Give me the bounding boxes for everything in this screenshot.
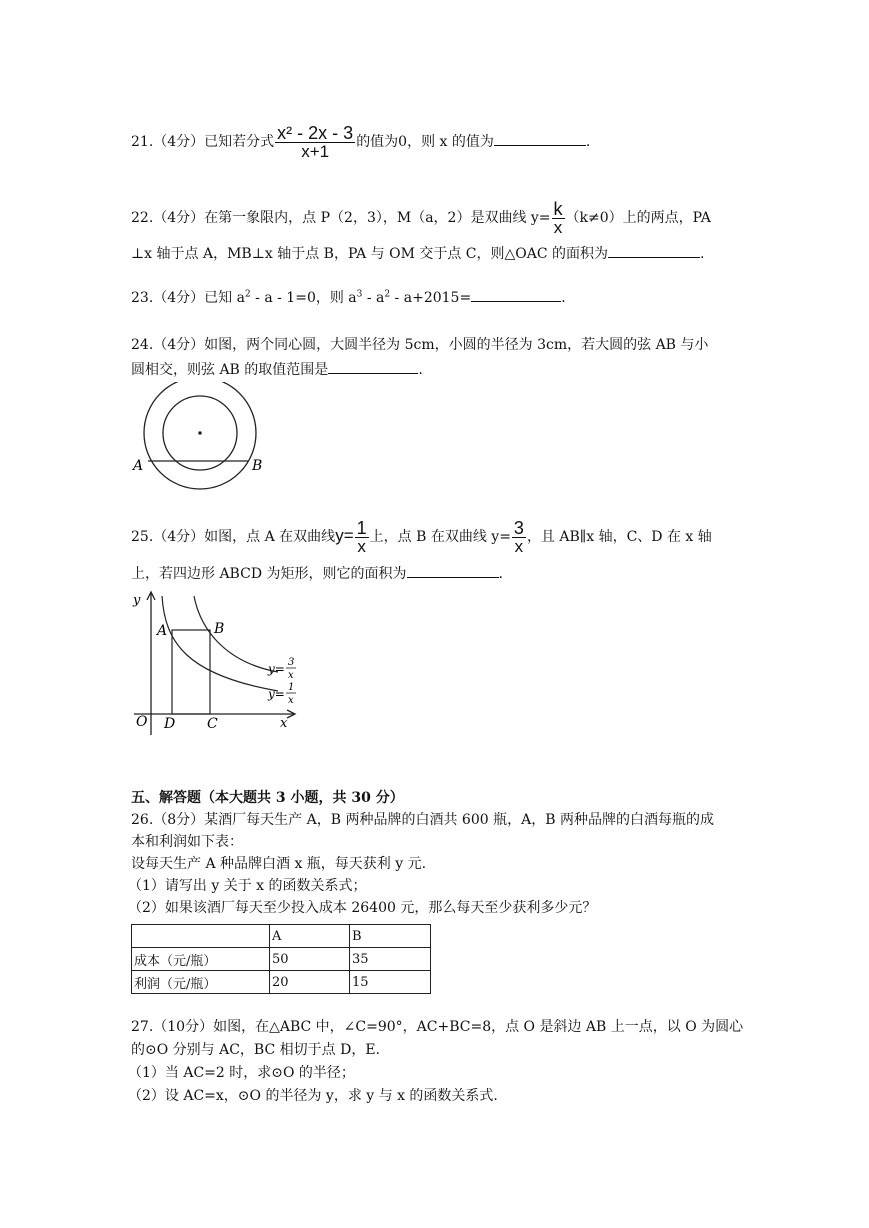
table-header-cell: A bbox=[270, 925, 350, 948]
question-27-line2: 的⊙O 分别与 AC，BC 相切于点 D，E. bbox=[131, 1042, 380, 1058]
question-22-line2 bbox=[131, 243, 704, 264]
q25-stem-end: ，且 AB∥x 轴，C、D 在 x 轴 bbox=[526, 529, 712, 545]
q23-part3: - a bbox=[362, 290, 385, 306]
question-24 bbox=[131, 335, 708, 355]
section-5-heading: 五、解答题（本大题共 3 小题，共 30 分） bbox=[131, 790, 404, 806]
curve-label-3-den: x bbox=[288, 670, 294, 681]
curve-label-1-num: 1 bbox=[288, 682, 295, 693]
q24-line1: 24.（4分）如图，两个同心圆，大圆半径为 5cm，小圆的半径为 3cm，若大圆的弦 AB 与小 bbox=[131, 337, 709, 353]
q25-num1: 1 bbox=[356, 517, 367, 538]
question-27-line1: 27.（10分）如图，在△ABC 中，∠C=90°，AC+BC=8，点 O 是斜边 AB 上一点，以 O 为圆心 bbox=[131, 1019, 744, 1035]
q24-line2: 圆相交，则弦 AB 的取值范围是 bbox=[131, 362, 329, 378]
question-26-part1: （1）请写出 y 关于 x 的函数关系式； bbox=[128, 878, 367, 894]
q25-y1: y= bbox=[335, 526, 354, 545]
q21-denominator: x+1 bbox=[301, 141, 330, 161]
q25-stem: 25.（4分）如图，点 A 在双曲线 bbox=[131, 529, 336, 545]
q25-fraction-2 bbox=[512, 517, 526, 556]
q23-sup2: 3 bbox=[356, 289, 363, 300]
axis-label-y: y bbox=[133, 593, 141, 608]
curve-label-3-num: 3 bbox=[288, 657, 295, 668]
q25-answer-blank[interactable] bbox=[407, 563, 499, 578]
table-cell: 50 bbox=[270, 948, 350, 971]
q22-stem-end: （k≠0）上的两点，PA bbox=[565, 210, 711, 226]
q22-line2-text: ⊥x 轴于点 A，MB⊥x 轴于点 B，PA 与 OM 交于点 C，则△OAC 的面积为 bbox=[131, 246, 609, 262]
center-point bbox=[199, 432, 202, 435]
table-cell: 成本（元/瓶） bbox=[132, 948, 270, 971]
q23-period: . bbox=[561, 290, 566, 306]
point-label-a: A bbox=[157, 623, 168, 639]
question-23 bbox=[131, 287, 566, 308]
rectangle-abcd bbox=[172, 630, 210, 714]
q22-stem: 22.（4分）在第一象限内，点 P（2，3），M（a，2）是双曲线 y= bbox=[131, 210, 551, 226]
question-26-line3: 设每天生产 A 种品牌白酒 x 瓶，每天获利 y 元. bbox=[131, 856, 427, 872]
q22-period: . bbox=[700, 246, 705, 262]
question-25-line2 bbox=[131, 563, 503, 584]
axis-label-x: x bbox=[280, 716, 288, 731]
table-row bbox=[132, 948, 431, 971]
q25-line2-text: 上，若四边形 ABCD 为矩形，则它的面积为 bbox=[131, 566, 407, 582]
q23-answer-blank[interactable] bbox=[471, 287, 561, 302]
q25-period: . bbox=[498, 566, 503, 582]
point-label-d: D bbox=[164, 716, 176, 732]
point-label-c: C bbox=[207, 716, 218, 732]
table-cell: 20 bbox=[270, 971, 350, 994]
table-cell: 15 bbox=[350, 971, 431, 994]
q22-denominator: x bbox=[553, 217, 563, 237]
curve-label-1-prefix: y= bbox=[268, 687, 285, 701]
q23-part4: - a+2015= bbox=[390, 290, 472, 306]
question-22 bbox=[131, 198, 711, 238]
curve-label-1-den: x bbox=[288, 695, 294, 706]
q25-den1: x bbox=[357, 536, 366, 556]
table-header-row bbox=[132, 925, 431, 948]
question-26-line1: 26.（8分）某酒厂每天生产 A，B 两种品牌的白酒共 600 瓶，A，B 两种品牌的白酒每瓶的成 bbox=[131, 812, 714, 828]
q21-stem-end: 的值为0，则 x 的值为 bbox=[356, 134, 494, 150]
q24-answer-blank[interactable] bbox=[328, 359, 418, 374]
q24-period: . bbox=[418, 362, 423, 378]
question-25 bbox=[131, 516, 712, 557]
table-cell: 35 bbox=[350, 948, 431, 971]
label-b: B bbox=[252, 458, 263, 474]
q25-den2: x bbox=[514, 536, 524, 556]
q21-answer-blank[interactable] bbox=[494, 131, 586, 146]
point-label-b: B bbox=[214, 621, 225, 637]
q23-part2: - a - 1=0，则 a bbox=[250, 290, 357, 306]
large-circle bbox=[144, 382, 256, 489]
question-27-part1: （1）当 AC=2 时，求⊙O 的半径； bbox=[128, 1065, 355, 1081]
table-header-cell: B bbox=[350, 925, 431, 948]
table-cell: 利润（元/瓶） bbox=[132, 971, 270, 994]
q22-fraction bbox=[552, 198, 565, 237]
q23-sup1: 2 bbox=[244, 289, 251, 300]
concentric-circles-figure bbox=[128, 382, 278, 502]
q21-numerator: x² - 2x - 3 bbox=[277, 122, 354, 143]
question-26-part2: （2）如果该酒厂每天至少投入成本 26400 元，那么每天至少获利多少元？ bbox=[128, 900, 597, 916]
q21-period: . bbox=[585, 134, 591, 150]
table-header-cell bbox=[132, 925, 270, 948]
q25-mid: 上，点 B 在双曲线 y= bbox=[369, 529, 511, 545]
q25-fraction-1 bbox=[355, 517, 369, 556]
curve-y-3-over-x bbox=[194, 596, 278, 672]
table-row bbox=[132, 971, 431, 994]
question-21 bbox=[131, 122, 590, 162]
question-24-line2 bbox=[131, 359, 423, 380]
q23-part1: 23.（4分）已知 a bbox=[131, 290, 245, 306]
q22-numerator: k bbox=[553, 198, 563, 219]
label-a: A bbox=[133, 458, 144, 474]
question-26-line2: 本和利润如下表： bbox=[131, 834, 243, 850]
cost-profit-table bbox=[131, 924, 431, 994]
curve-label-3-prefix: y= bbox=[268, 662, 285, 676]
origin-label: O bbox=[136, 714, 148, 730]
q23-sup3: 2 bbox=[384, 289, 391, 300]
q21-stem: 21.（4分）已知若分式 bbox=[131, 134, 275, 150]
hyperbola-rectangle-figure bbox=[128, 587, 308, 737]
q21-fraction bbox=[275, 122, 355, 161]
q25-num2: 3 bbox=[513, 517, 524, 538]
question-27-part2: （2）设 AC=x，⊙O 的半径为 y，求 y 与 x 的函数关系式. bbox=[128, 1088, 498, 1104]
q22-answer-blank[interactable] bbox=[608, 243, 700, 258]
